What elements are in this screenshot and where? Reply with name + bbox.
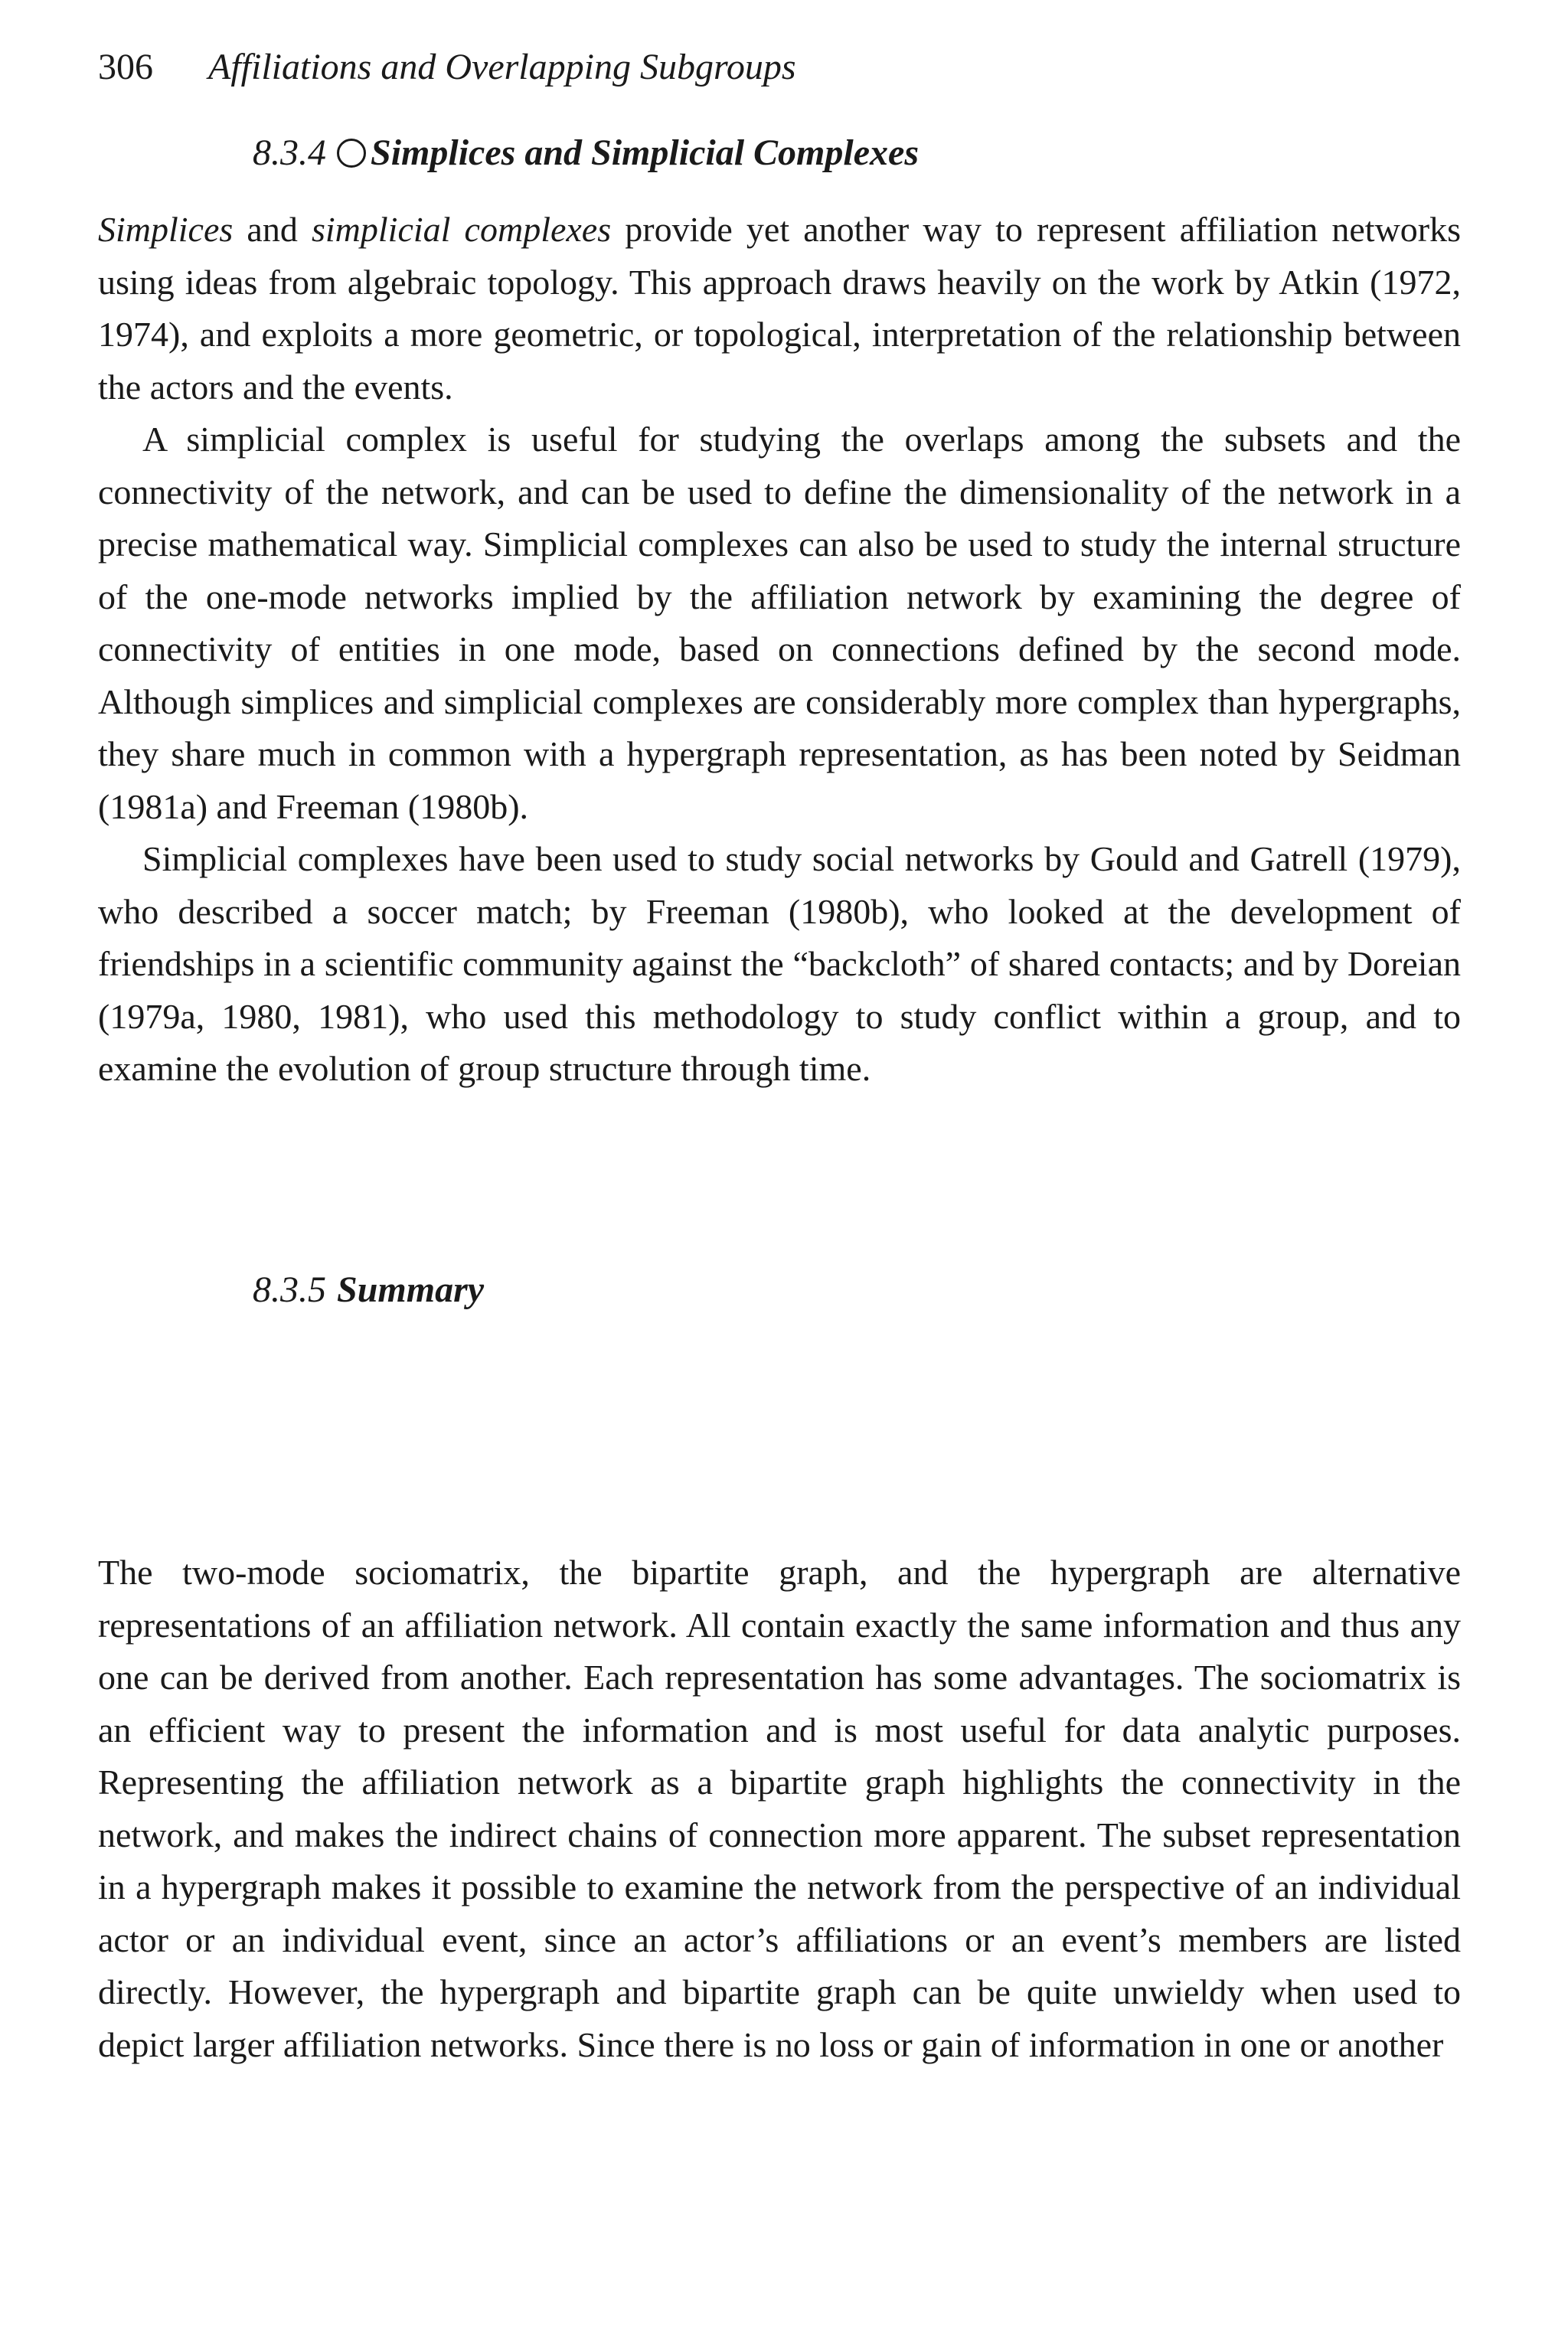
section-heading-8-3-5 xyxy=(253,1267,484,1313)
paragraph xyxy=(98,204,1461,413)
term-simplices: Simplices xyxy=(98,210,234,249)
paragraph-connector: and xyxy=(233,210,312,249)
term-simplicial-complexes: simplicial complexes xyxy=(311,210,612,249)
paragraph: A simplicial complex is useful for studying the overlaps among the subsets and the connectivity of the network, and can be used to define the dimensionality of the network in a precise mathematical way. Simplicial complexes can also be used to study the internal structure of the one-mode networks implied by the affiliation network by examining the degree of connectivity of entities in one mode, based on connections defined by the second mode. Although simplices and simplicial complexes are considerably more complex than hypergraphs, they share much in common with a hypergraph representation, as has been noted by Seidman (1981a) and Freeman (1980b). xyxy=(98,420,1461,826)
running-title: Affiliations and Overlapping Subgroups xyxy=(208,47,796,87)
section-heading-8-3-4 xyxy=(253,130,919,176)
section-8-3-5-body xyxy=(98,1547,1461,2071)
running-header xyxy=(98,44,796,90)
section-title: Simplices and Simplicial Complexes xyxy=(371,132,920,173)
section-number: 8.3.5 xyxy=(253,1269,326,1310)
paragraph: Simplicial complexes have been used to study social networks by Gould and Gatrell (1979), who described a soccer match; by Freeman (1980b), who looked at the development of friendships in a scientific community against the “backcloth” of shared contacts; and by Doreian (1979a, 1980, 1981), who used this methodology to study conflict within a group, and to examine the evolution of group structure through time. xyxy=(98,839,1461,1088)
section-title: Summary xyxy=(337,1269,485,1310)
section-8-3-4-body xyxy=(98,204,1461,1096)
page-number: 306 xyxy=(98,47,153,87)
paragraph: The two-mode sociomatrix, the bipartite graph, and the hypergraph are alternative representations of an affiliation network. All contain exactly the same information and thus any one can be derived from another. Each representation has some advantages. The sociomatrix is an efficient way to present the information and is most useful for data analytic purposes. Representing the affiliation network as a bipartite graph highlights the connectivity in the network, and makes the indirect chains of connection more apparent. The subset representation in a hypergraph makes it possible to examine the network from the perspective of an individual actor or an individual event, since an actor’s affiliations or an event’s members are listed directly. However, the hypergraph and bipartite graph can be quite unwieldy when used to depict larger affiliation networks. Since there is no loss or gain of information in one or another xyxy=(98,1553,1461,2064)
section-number: 8.3.4 xyxy=(253,132,326,173)
optional-section-circle-icon xyxy=(337,139,366,168)
paragraph-text: provide yet another way to represent affiliation networks using ideas from algebraic topology. This approach draws heavily on the work by Atkin (1972, 1974), and exploits a more geometric, or topological, interpretation of the relationship between the actors and the events. xyxy=(98,210,1462,407)
